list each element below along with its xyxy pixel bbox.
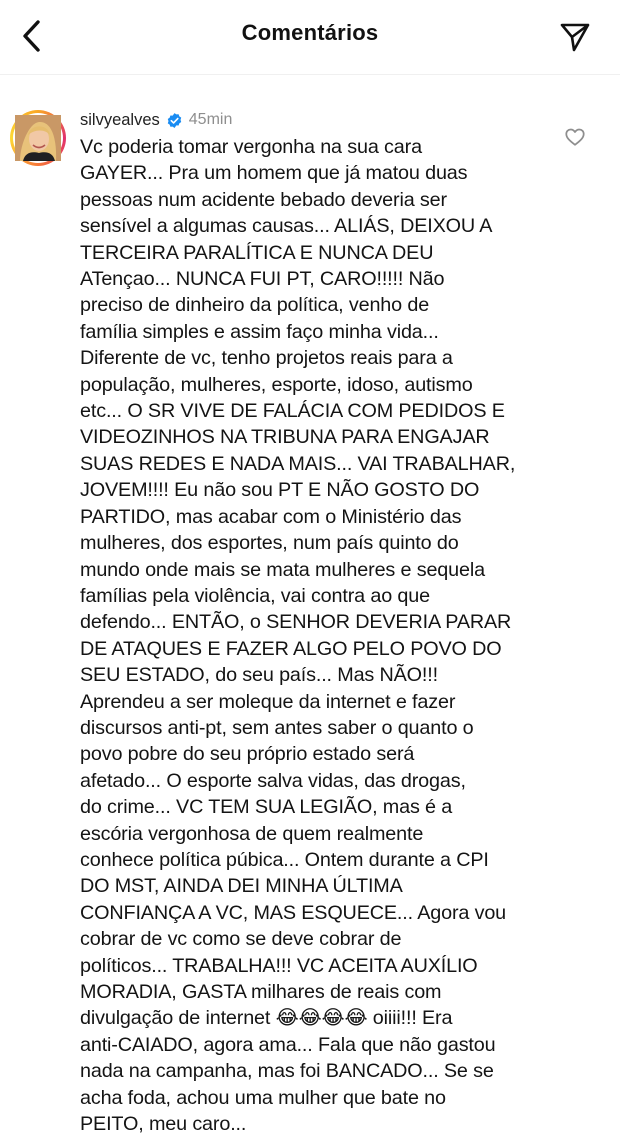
comment-line: DO MST, AINDA DEI MINHA ÚLTIMA	[80, 875, 403, 898]
comment-line: PARTIDO, mas acabar com o Ministério das	[80, 505, 462, 528]
avatar-story-ring[interactable]	[10, 110, 66, 166]
comment-line: JOVEM!!!! Eu não sou PT E NÃO GOSTO DO	[80, 479, 480, 502]
comment-line: SUAS REDES E NADA MAIS... VAI TRABALHAR,	[80, 452, 516, 475]
comment-line: cobrar de vc como se deve cobrar de	[80, 928, 402, 951]
comment-line: CONFIANÇA A VC, MAS ESQUECE... Agora vou	[80, 901, 507, 924]
page-title: Comentários	[241, 20, 379, 45]
comment-line: TERCEIRA PARALÍTICA E NUNCA DEU	[80, 241, 434, 264]
comment-meta	[80, 108, 232, 132]
comment-line: políticos... TRABALHA!!! VC ACEITA AUXÍLIO	[80, 954, 478, 977]
comment-line: etc... O SR VIVE DE FALÁCIA COM PEDIDOS E	[80, 400, 505, 423]
comment-line: DE ATAQUES E FAZER ALGO PELO POVO DO	[80, 637, 502, 660]
avatar-portrait-icon	[15, 115, 61, 161]
comment-line: do crime... VC TEM SUA LEGIÃO, mas é a	[80, 796, 453, 819]
comment-line: MORADIA, GASTA milhares de reais com	[80, 981, 442, 1003]
comment-line: família simples e assim faço minha vida...	[80, 320, 439, 343]
comment-line: povo pobre do seu próprio estado será	[80, 743, 415, 766]
comment-line: VIDEOZINHOS NA TRIBUNA PARA ENGAJAR	[80, 426, 490, 449]
comment-body	[80, 134, 570, 1137]
header-divider	[0, 74, 620, 75]
comment-line: SEU ESTADO, do seu país... Mas NÃO!!!	[80, 664, 438, 687]
comment-line: conhece política púbica... Ontem durante a CPI	[80, 848, 489, 871]
comment-line: discursos anti-pt, sem antes saber o quanto o	[80, 716, 474, 739]
comment-line: famílias pela violência, vai contra ao que	[80, 584, 430, 607]
paper-plane-icon	[559, 21, 591, 53]
comment-line: escória vergonhosa de quem realmente	[80, 822, 424, 845]
comment-line: Diferente de vc, tenho projetos reais para a	[80, 347, 453, 370]
comment-line: afetado... O esporte salva vidas, das drogas,	[80, 769, 466, 792]
comment-line: divulgação de internet 😂😂😂😂 oiiii!!! Era	[80, 1007, 453, 1030]
comment-line: ATençao... NUNCA FUI PT, CARO!!!!! Não	[80, 268, 445, 291]
comment-line: mulheres, dos esportes, num país quinto do	[80, 532, 459, 555]
comment-line: GAYER... Pra um homem que já matou duas	[80, 162, 468, 185]
comment-line: sensível a algumas causas... ALIÁS, DEIXOU A	[80, 215, 493, 238]
share-button[interactable]	[556, 18, 594, 56]
comment-line: mundo onde mais se mata mulheres e sequela	[80, 558, 485, 581]
comment-timestamp: 45min	[188, 111, 233, 128]
comment-line: acha foda, achou uma mulher que bate no	[80, 1086, 446, 1109]
comment-username[interactable]: silvyealves	[80, 110, 160, 129]
comment-line: PEITO, meu caro...	[80, 1113, 247, 1136]
comment-line: nada na campanha, mas foi BANCADO... Se se	[80, 1060, 494, 1083]
comment-line: anti-CAIADO, agora ama... Fala que não gastou	[80, 1033, 496, 1056]
comment-line: Vc poderia tomar vergonha na sua cara	[80, 136, 422, 158]
verified-badge-icon	[166, 112, 183, 129]
comment-line: população, mulheres, esporte, idoso, autismo	[80, 373, 473, 396]
header-bar	[0, 0, 620, 72]
avatar	[15, 115, 61, 161]
comment-line: preciso de dinheiro da política, venho de	[80, 294, 430, 317]
comment-line: Aprendeu a ser moleque da internet e fazer	[80, 690, 456, 713]
comment-line: pessoas num acidente bebado deveria ser	[80, 188, 447, 211]
comment-line: defendo... ENTÃO, o SENHOR DEVERIA PARAR	[80, 611, 512, 634]
